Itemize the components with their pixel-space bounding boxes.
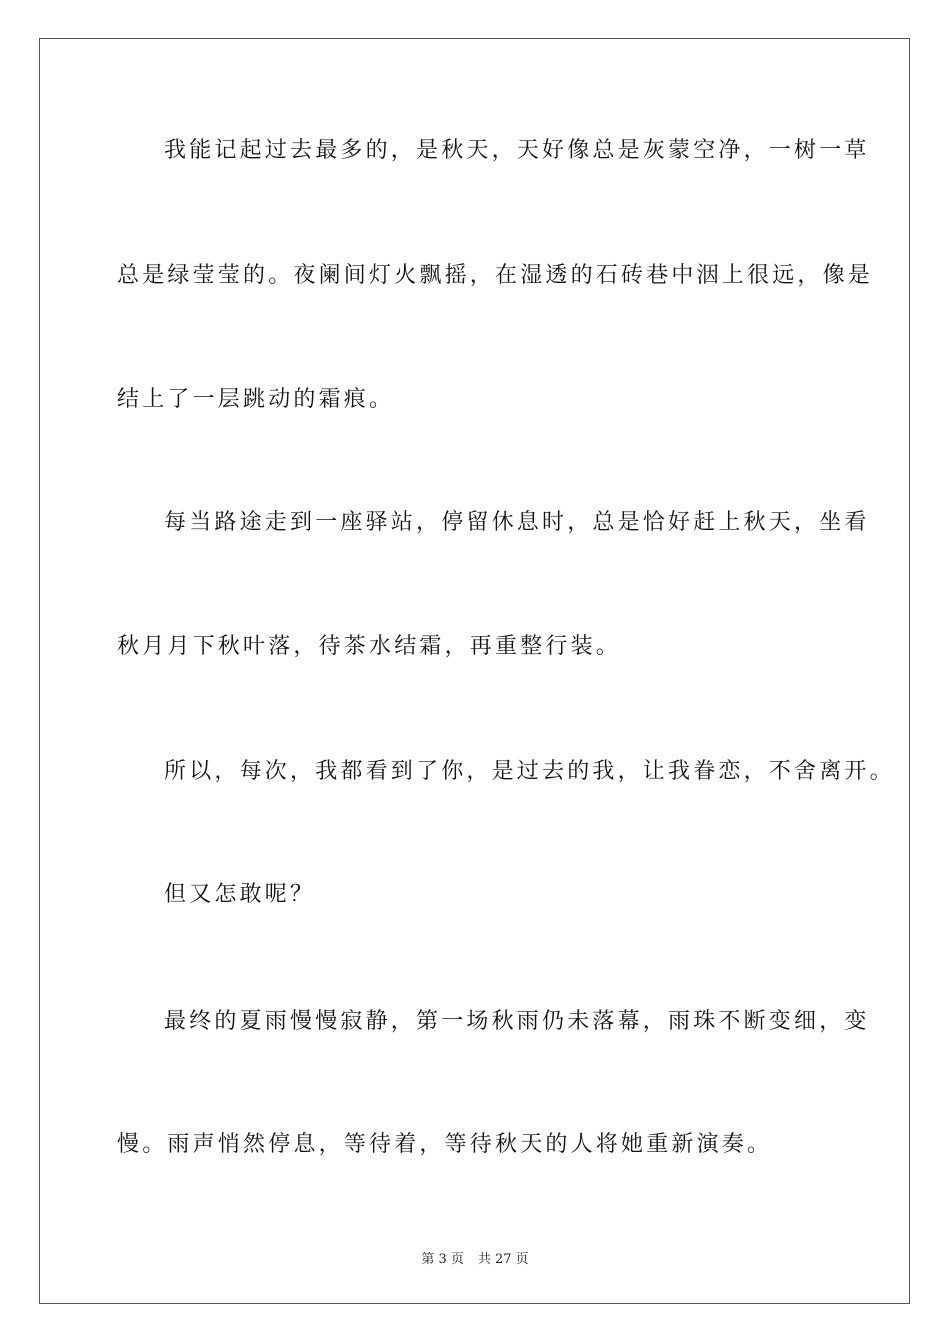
- paragraph-4-line-1: 但又怎敢呢？: [164, 882, 316, 907]
- paragraph-1-line-1: 我能记起过去最多的，是秋天，天好像总是灰蒙空净，一树一草: [164, 138, 870, 163]
- paragraph-5-line-2: 慢。雨声悄然停息，等待着，等待秋天的人将她重新演奏。: [117, 1132, 773, 1157]
- page-footer: [0, 1248, 950, 1267]
- page-border: [39, 38, 910, 1304]
- paragraph-1-line-3: 结上了一层跳动的霜痕。: [117, 387, 395, 412]
- paragraph-3-line-1: 所以，每次，我都看到了你，是过去的我，让我眷恋，不舍离开。: [164, 759, 895, 784]
- paragraph-1-line-2: 总是绿莹莹的。夜阑间灯火飘摇，在湿透的石砖巷中洇上很远，像是: [117, 263, 874, 288]
- paragraph-5-line-1: 最终的夏雨慢慢寂静，第一场秋雨仍未落幕，雨珠不断变细，变: [164, 1009, 870, 1034]
- page-number-label: 第 3 页: [421, 1252, 464, 1267]
- paragraph-2-line-2: 秋月月下秋叶落，待茶水结霜，再重整行装。: [117, 634, 622, 659]
- paragraph-2-line-1: 每当路途走到一座驿站，停留休息时，总是恰好赶上秋天，坐看: [164, 510, 870, 535]
- total-pages-label: 共 27 页: [477, 1252, 529, 1267]
